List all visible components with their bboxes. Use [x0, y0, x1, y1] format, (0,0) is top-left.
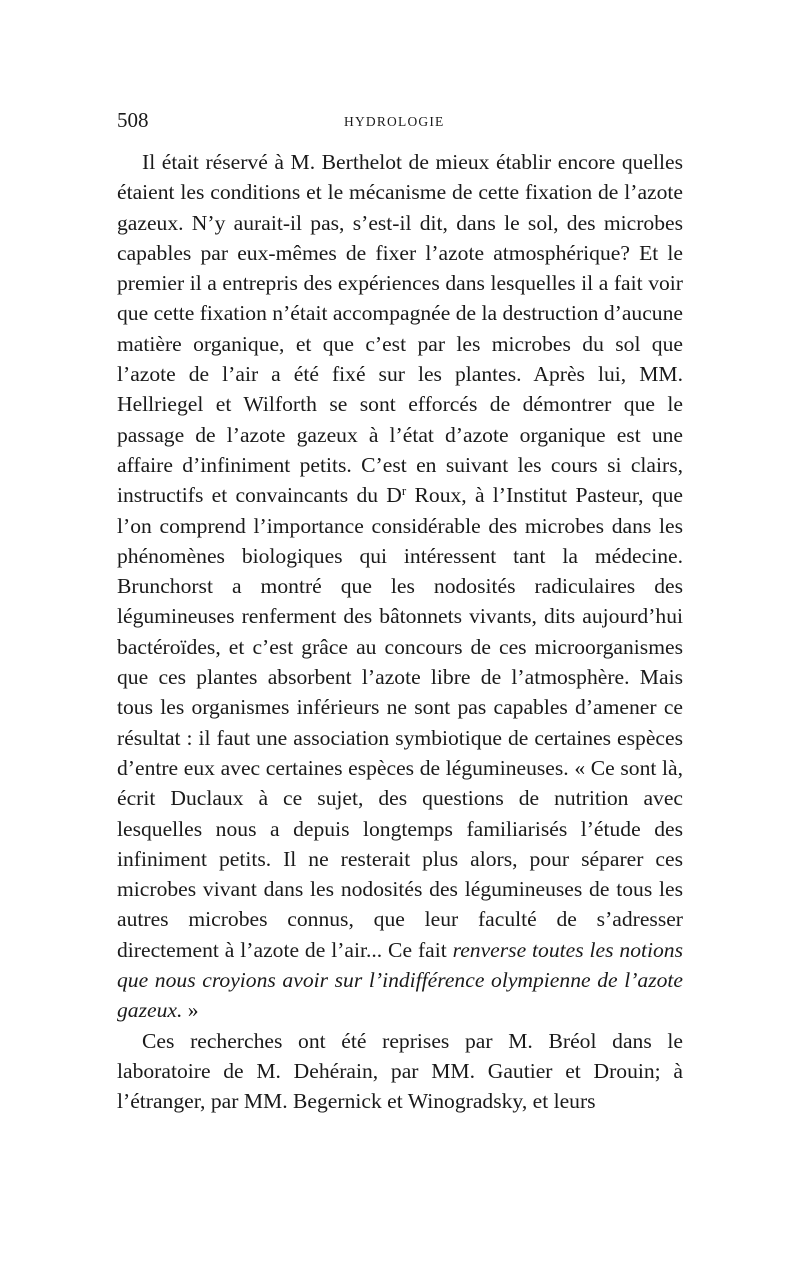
paragraph-1-text-b: Roux, à l’Institut Pasteur, que l’on comprend l’importance considérable des microbes dans les phénomènes biologiques qui intéressent tant la médecine. Brunchorst a montré que les nodosités radiculaires des légumineuses renferment des bâtonnets vivants, dits aujourd’hui bactéroïdes, et c’est grâce au concours de ces microorganismes que ces plantes absorbent l’azote libre de l’atmosphère. Mais tous les organismes inférieurs ne sont pas capables d’amener ce résultat : il faut une association symbiotique de certaines espèces d’entre eux avec certaines espèces de légumineuses. « Ce sont là, écrit Duclaux à ce sujet, des questions de nutrition avec lesquelles nous a depuis longtemps familiarisés l’étude des infiniment petits. Il ne resterait plus alors, pour séparer ces microbes vivant dans les nodosités des légumineuses de tous les autres microbes connus, que leur faculté de s’adresser directement à l’azote de l’air... Ce fait	[117, 483, 683, 962]
body-text	[117, 147, 683, 1117]
quoted-italic-text: renverse toutes les notions que nous croyions avoir sur l’indifférence olympienne de l’azote gazeux.	[117, 937, 683, 1023]
paragraph-2: Ces recherches ont été reprises par M. Bréol dans le laboratoire de M. Dehérain, par MM. Gautier et Drouin; à l’étranger, par MM. Begernick et Winogradsky, et leurs	[117, 1028, 683, 1114]
closing-guillemet: »	[182, 998, 199, 1023]
page-number: 508	[117, 108, 149, 132]
page-header	[117, 108, 683, 138]
running-head: HYDROLOGIE	[344, 114, 445, 129]
paragraph-1	[117, 147, 683, 1026]
paragraph-1-text-a: Il était réservé à M. Berthelot de mieux établir encore quelles étaient les conditions et le mécanisme de cette fixation de l’azote gazeux. N’y aurait-il pas, s’est-il dit, dans le sol, des microbes capables par eux-mêmes de fixer l’azote atmosphérique? Et le premier il a entrepris des expériences dans lesquelles il a fait voir que cette fixation n’était accompagnée de la destruction d’aucune matière organique, et que c’est par les microbes du sol que l’azote de l’air a été fixé sur les plantes. Après lui, MM. Hellriegel et Wilforth se sont efforcés de démontrer que le passage de l’azote gazeux à l’état d’azote organique est une affaire d’infiniment petits. C’est en suivant les cours si clairs, instructifs et convaincants du D	[117, 150, 683, 508]
doctor-abbrev-superscript: r	[401, 483, 407, 499]
